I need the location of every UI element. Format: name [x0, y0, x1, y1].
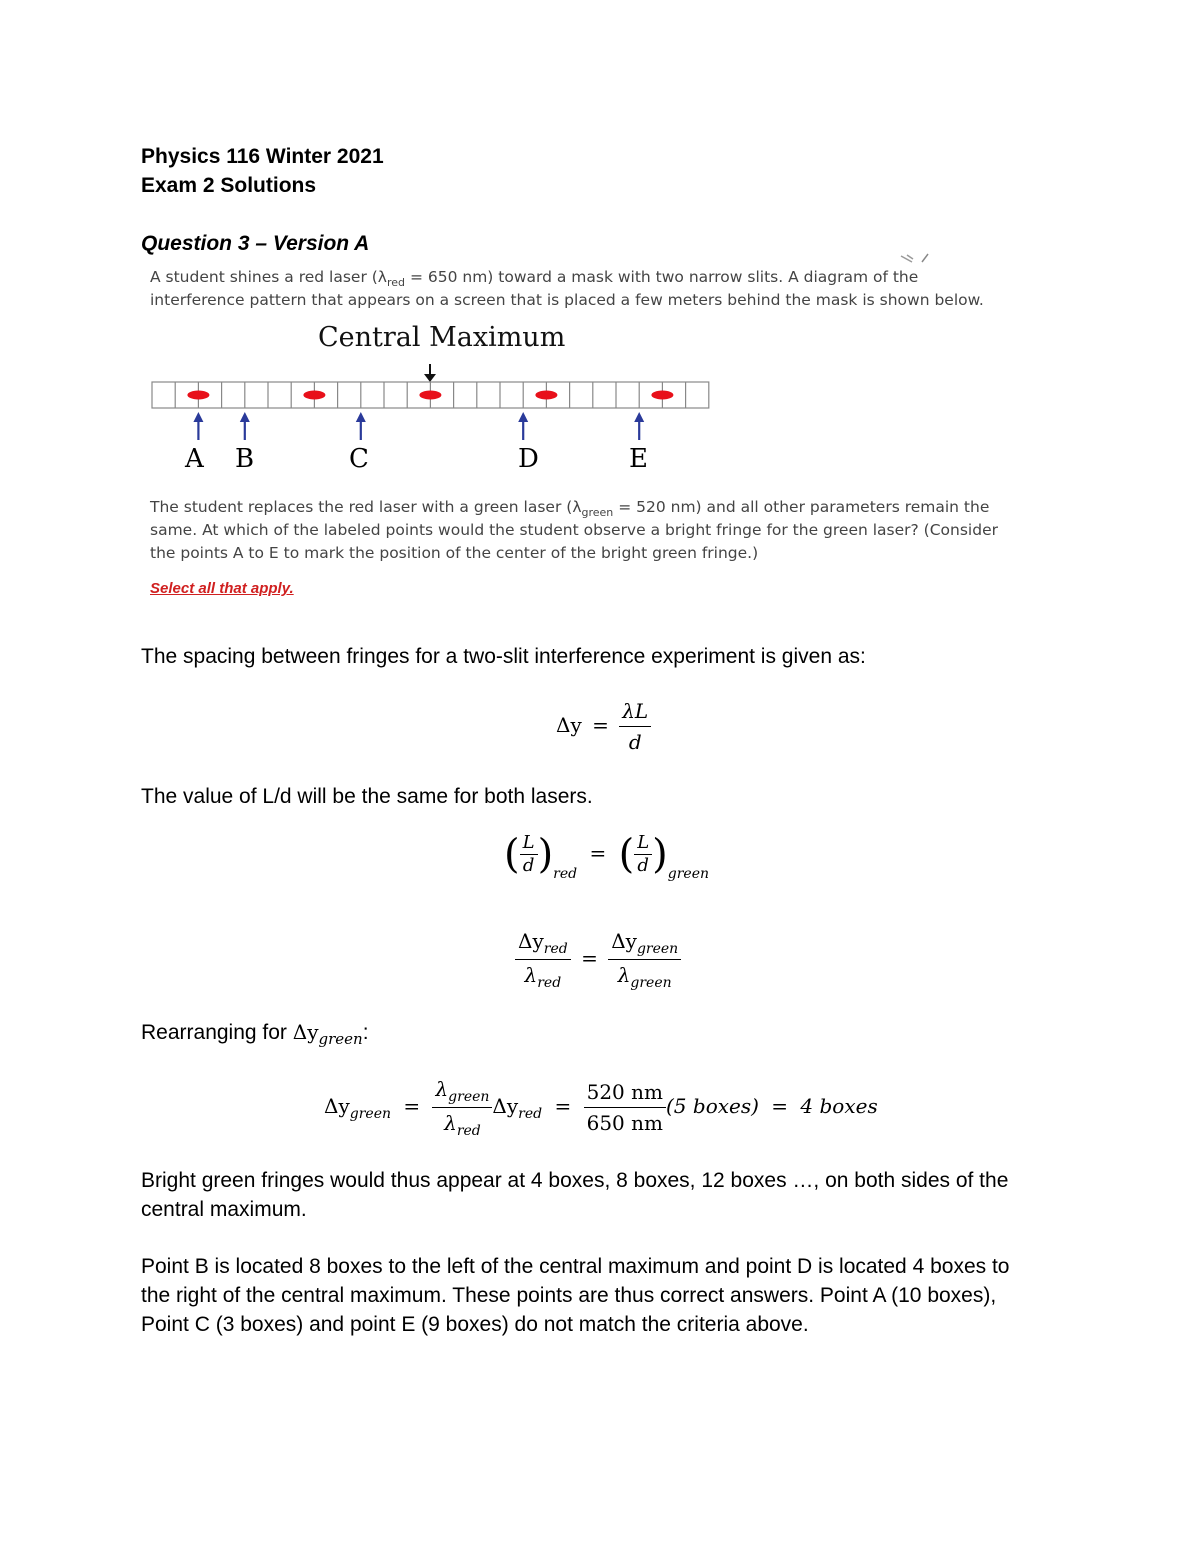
- label-D: D: [518, 444, 539, 474]
- point-arrow-C: [356, 412, 366, 440]
- solution-para-5-line-1: Point B is located 8 boxes to the left of the central maximum and point D is located 4 boxes to: [141, 1255, 1010, 1278]
- label-B: B: [235, 444, 255, 474]
- equation-ratio-equal: ( $\frac{L}{d}$ )$_{red}$ = ( $\frac{L}{d}$ )$_{green}$: [504, 831, 710, 882]
- point-arrow-A: [193, 412, 203, 440]
- equation-proportion: $\frac{\Delta y_{red}}{\lambda_{red}}$ = $\frac{\Delta y_{green}}{\lambda_{green}}$: [515, 926, 681, 993]
- prompt-line-4: same. At which of the labeled points would the student observe a bright fringe for the green laser? (Consider: [150, 521, 998, 539]
- point-arrow-D: [518, 412, 528, 440]
- red-fringe: [651, 391, 673, 400]
- label-C: C: [349, 444, 369, 474]
- diagram-title: Central Maximum: [318, 322, 566, 353]
- red-fringe: [535, 391, 557, 400]
- label-A: A: [185, 444, 204, 474]
- prompt-line-5: the points A to E to mark the position of the center of the bright green fringe.): [150, 544, 759, 562]
- solution-para-1: The spacing between fringes for a two-slit interference experiment is given as:: [141, 645, 866, 668]
- point-arrows: [193, 412, 644, 440]
- equation-fringe-spacing: Δy = $\frac{\lambda L}{d}$: [556, 696, 651, 757]
- equation-result: $\Delta y_{green}$ = $\frac{\lambda_{green}}{\lambda_{red}}$ $\Delta y_{red}$ = $\frac{520 nm}{650 nm}$ (5 boxes) = 4 boxes: [324, 1074, 878, 1141]
- label-E: E: [629, 444, 648, 474]
- red-fringe: [187, 391, 209, 400]
- question-heading: Question 3 – Version A: [141, 232, 370, 255]
- solution-para-4-line-1: Bright green fringes would thus appear at 4 boxes, 8 boxes, 12 boxes …, on both sides of the: [141, 1169, 1009, 1192]
- select-all-link[interactable]: Select all that apply.: [150, 580, 294, 597]
- course-title: Physics 116 Winter 2021: [141, 145, 384, 168]
- point-arrow-E: [634, 412, 644, 440]
- point-arrow-B: [240, 412, 250, 440]
- solution-para-2: The value of L/d will be the same for both lasers.: [141, 785, 593, 808]
- prompt-line-3: The student replaces the red laser with a green laser ($\lambda_{green} = 520$ nm) and all other parameters remain the: [150, 498, 990, 519]
- red-fringe: [303, 391, 325, 400]
- exam-title: Exam 2 Solutions: [141, 174, 317, 197]
- red-fringe: [419, 391, 441, 400]
- pencil-icon: [898, 250, 932, 266]
- central-max-arrow: [424, 364, 436, 382]
- solution-para-5-line-2: the right of the central maximum. These points are thus correct answers. Point A (10 boxes),: [141, 1284, 997, 1307]
- red-fringes: [187, 391, 673, 400]
- solution-para-3: Rearranging for $\Delta y_{green}$:: [141, 1020, 369, 1048]
- prompt-line-2: interference pattern that appears on a screen that is placed a few meters behind the mask is shown below.: [150, 291, 984, 309]
- prompt-line-1: A student shines a red laser ($\lambda_{red} = 650$ nm) toward a mask with two narrow slits. A diagram of the: [150, 268, 919, 289]
- solution-para-4-line-2: central maximum.: [141, 1198, 307, 1221]
- solution-para-5-line-3: Point C (3 boxes) and point E (9 boxes) do not match the criteria above.: [141, 1313, 809, 1336]
